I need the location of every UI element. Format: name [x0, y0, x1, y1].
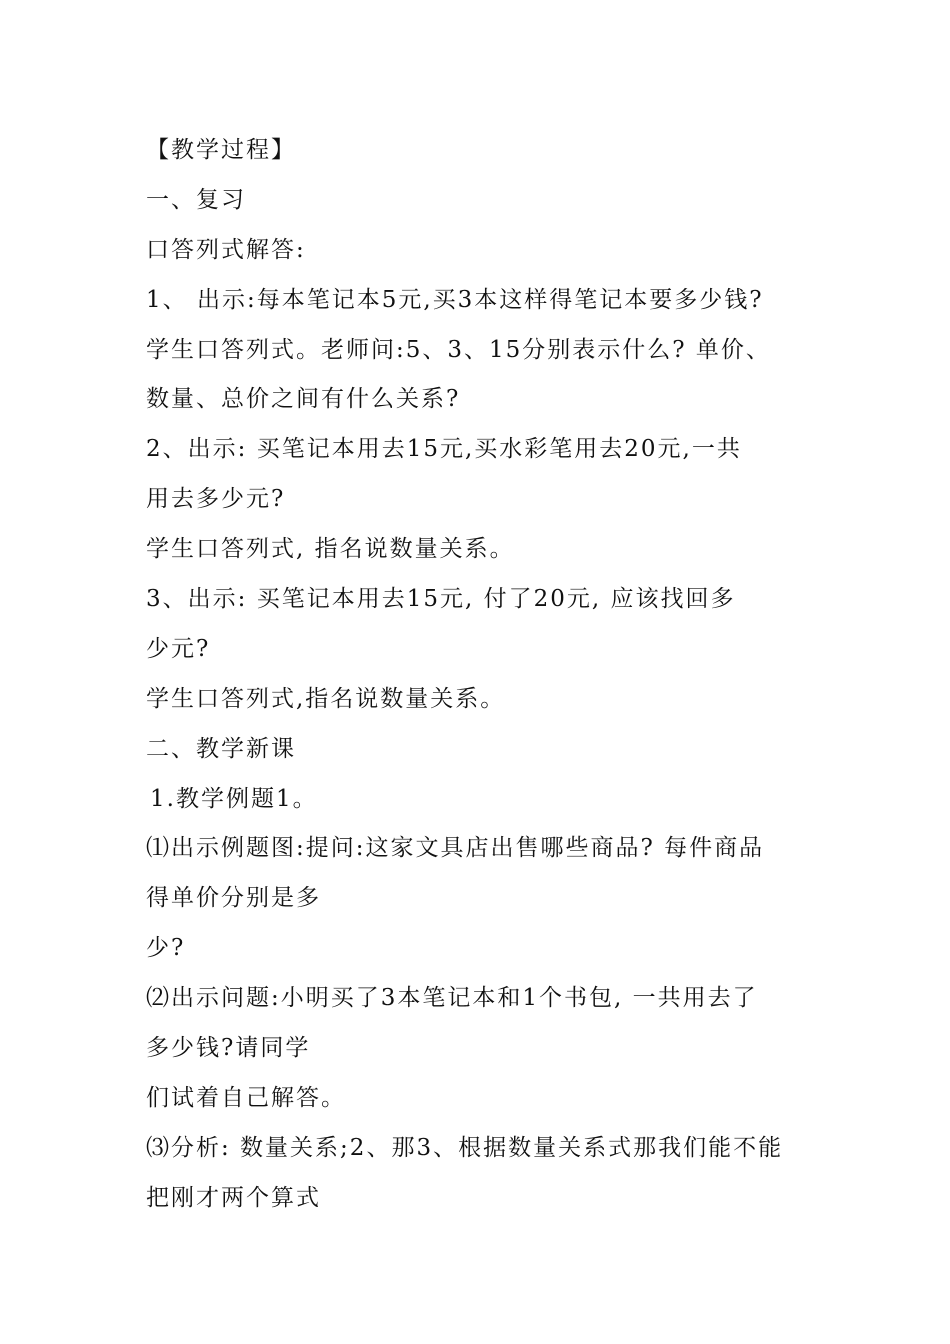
text-line: 少元?	[146, 635, 211, 662]
text-line: 把刚才两个算式	[146, 1184, 321, 1211]
text-line: 们试着自己解答。	[146, 1084, 346, 1111]
text-line: 1、 出示:每本笔记本5元,买3本这样得笔记本要多少钱?	[146, 286, 764, 313]
text-line: ⑶分析: 数量关系;2、那3、根据数量关系式那我们能不能	[146, 1134, 784, 1161]
section-heading-review: 一、复习	[146, 186, 246, 213]
text-line: 少?	[146, 935, 186, 962]
text-line: 1.教学例题1。	[150, 785, 318, 812]
text-line: 用去多少元?	[146, 486, 286, 513]
text-line: 学生口答列式,指名说数量关系。	[146, 685, 506, 712]
text-line: ⑵出示问题:小明买了3本笔记本和1个书包, 一共用去了	[146, 985, 758, 1012]
text-line: 学生口答列式。老师问:5、3、15分别表示什么? 单价、	[146, 336, 771, 363]
document-body	[146, 126, 826, 1224]
section-heading-new-lesson: 二、教学新课	[146, 735, 296, 762]
text-line: 数量、总价之间有什么关系?	[146, 386, 461, 413]
text-line: 学生口答列式, 指名说数量关系。	[146, 536, 515, 563]
text-line: ⑴出示例题图:提问:这家文具店出售哪些商品? 每件商品	[146, 835, 765, 862]
section-heading-teaching-process: 【教学过程】	[146, 137, 296, 163]
text-line: 多少钱?请同学	[146, 1035, 311, 1062]
text-line: 口答列式解答:	[146, 236, 306, 263]
text-line: 得单价分别是多	[146, 885, 321, 912]
text-line: 3、出示: 买笔记本用去15元, 付了20元, 应该找回多	[146, 586, 736, 613]
text-line: 2、出示: 买笔记本用去15元,买水彩笔用去20元,一共	[146, 436, 742, 463]
